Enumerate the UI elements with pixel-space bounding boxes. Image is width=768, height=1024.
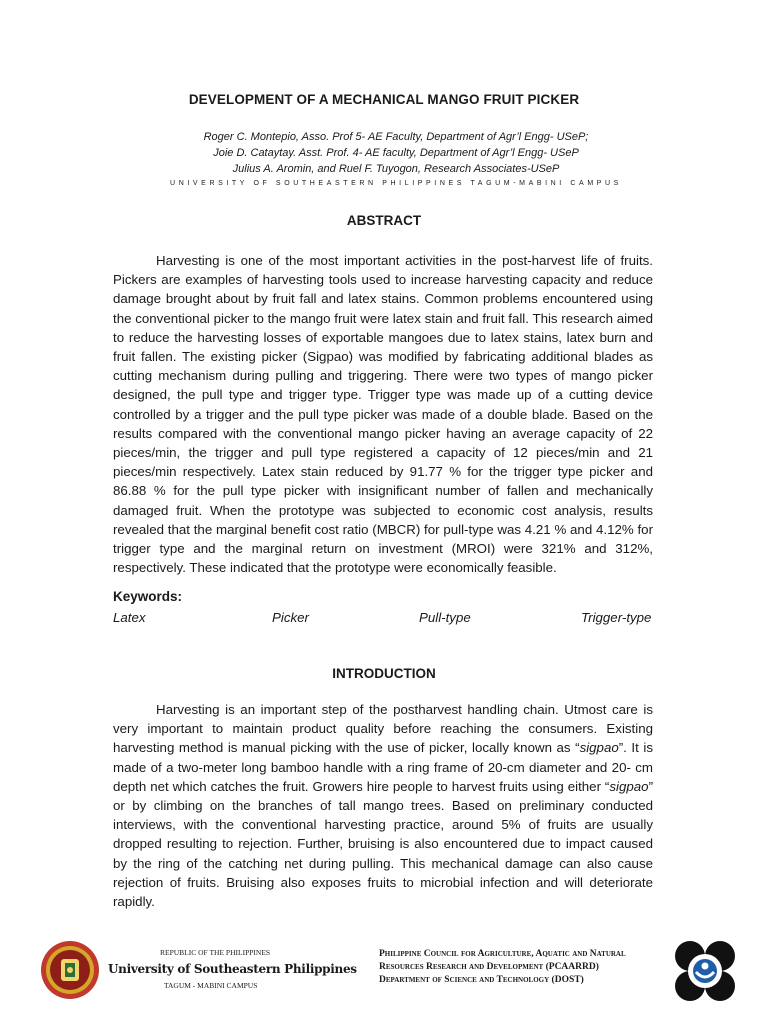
council-line-1: Philippine Council for Agriculture, Aquatic and Natural — [379, 949, 626, 959]
intro-sigpao-term-2: sigpao — [609, 778, 649, 794]
campus-label: TAGUM - MABINI CAMPUS — [164, 981, 258, 990]
abstract-heading: ABSTRACT — [346, 213, 422, 228]
university-footer-logo — [40, 940, 357, 1010]
introduction-heading: INTRODUCTION — [332, 666, 436, 681]
keyword-picker: Picker — [272, 610, 309, 625]
university-affiliation-line: UNIVERSITY OF SOUTHEASTERN PHILIPPINES TAGUM-MABINI CAMPUS — [170, 180, 622, 187]
abstract-paragraph — [113, 251, 653, 577]
abstract-text: Harvesting is one of the most important activities in the post-harvest life of fruits. Pickers are examples of harvesting tools used to increase harvesting capacity and reduce damage brought about by fruit fall and latex stains. Common problems encountered using the conventional picker to the mango fruit were latex stain and fruit fall. This research aimed to reduce the harvesting losses of exportable mangoes due to latex stains, latex burn and fruit fallen. The existing picker (Sigpao) was modified by fabricating additional blades as cutting mechanism during pulling and triggering. There were two types of mango picker designed, the pull type and trigger type. Trigger type was made up of a cutting device controlled by a trigger and the pull type picker was made of a double blade. Based on the results compared with the conventional mango picker having an average capacity of 22 pieces/min, the trigger and pull type registered a capacity of 12 pieces/min and 21 pieces/min respectively. Latex stain reduced by 91.77 % for the trigger type picker and 86.88 % for the pull type picker with insignificant number of fallen and mechanically damaged fruit. When the prototype was subjected to economic cost analysis, results revealed that the marginal benefit cost ratio (MBCR) for pull-type was 4.21 % and 4.12% for trigger type and the marginal return on investment (MROI) were 321% and 312%, respectively. These indicated that the prototype were economically feasible. — [113, 253, 653, 576]
author-line-1: Roger C. Montepio, Asso. Prof 5- AE Faculty, Department of Agr’l Engg- USeP; — [203, 131, 589, 143]
introduction-paragraph — [113, 700, 653, 911]
council-line-3: Department of Science and Technology (DOST) — [379, 975, 584, 985]
author-block — [0, 129, 768, 177]
author-line-2: Joie D. Cataytay. Asst. Prof. 4- AE faculty, Department of Agr’l Engg- USeP — [213, 147, 579, 159]
paper-title: DEVELOPMENT OF A MECHANICAL MANGO FRUIT PICKER — [188, 92, 580, 107]
republic-label: REPUBLIC OF THE PHILIPPINES — [160, 948, 271, 957]
keyword-pull-type: Pull-type — [419, 610, 471, 625]
council-line-2: Resources Research and Development (PCAARRD) — [379, 962, 599, 972]
keywords-label: Keywords: — [113, 589, 183, 604]
university-seal-icon — [40, 940, 100, 1000]
keyword-trigger-type: Trigger-type — [581, 610, 652, 625]
intro-sigpao-term-1: sigpao — [579, 740, 619, 756]
university-name: University of Southeastern Philippines — [108, 962, 357, 976]
intro-text-part-3: ” or by climbing on the branches of tall mango trees. Based on preliminary conducted interviews, with the conventional harvesting practice, around 5% of fruits are usually dropped resulting to rejection. Further, bruising is also encountered due to impact caused by the ring of the catching net during pulling. This mechanical damage can also cause rejection of fruits. Bruising also exposes fruits to microbial infection and will deteriorate rapidly. — [113, 778, 653, 910]
dost-logo-icon — [672, 938, 738, 1004]
intro-text-part-2: ”. It is made of a two-meter long bamboo handle with a ring frame of 20-cm diameter and 20- cm depth net which catches the fruit. Growers hire people to harvest fruits using either “ — [113, 740, 653, 794]
author-line-3: Julius A. Aromin, and Ruel F. Tuyogon, Research Associates-USeP — [232, 163, 560, 175]
keyword-latex: Latex — [113, 610, 146, 625]
intro-text-part-1: Harvesting is an important step of the postharvest handling chain. Utmost care is very important to maintain product quality before reaching the consumers. Existing harvesting method is manual picking with the use of picker, locally known as “ — [113, 702, 653, 756]
council-footer — [379, 948, 669, 987]
